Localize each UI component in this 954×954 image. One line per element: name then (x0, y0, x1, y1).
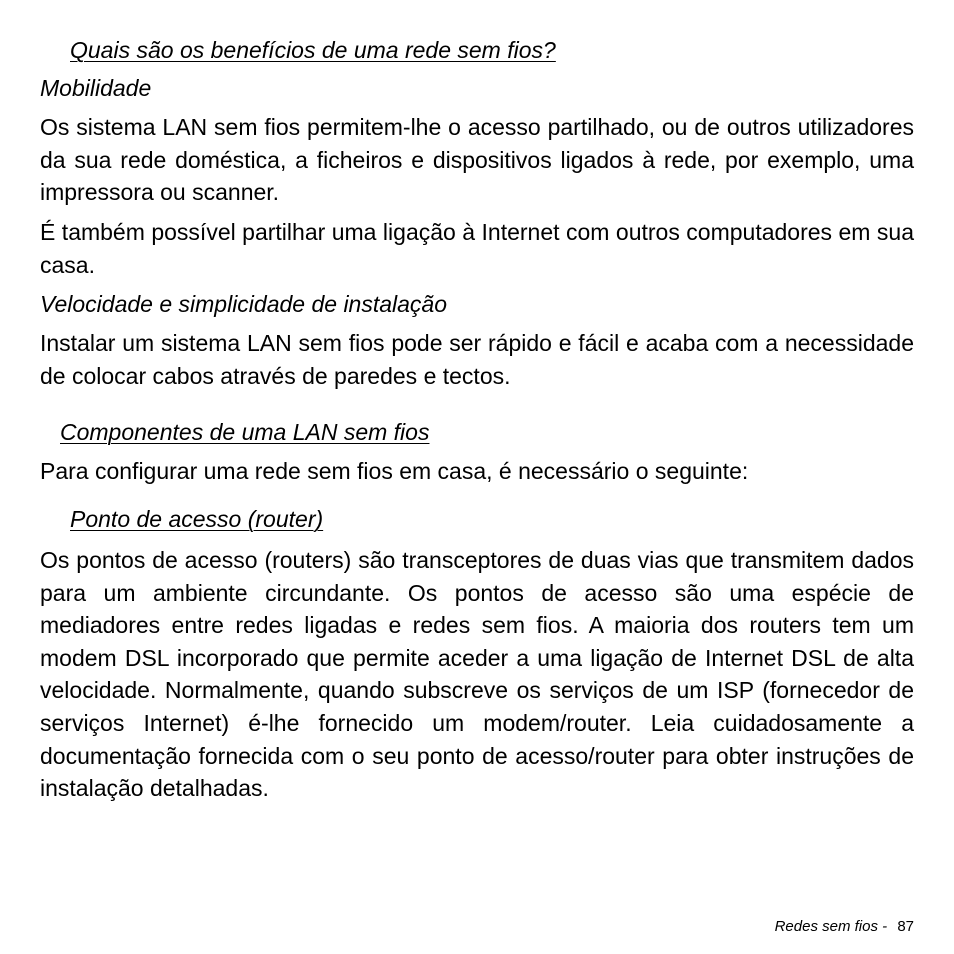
paragraph-access-point-1: Os pontos de acesso (routers) são transceptores de duas vias que transmitem dados para um ambiente circundante. Os pontos de acesso são uma espécie de mediadores entre redes ligadas e redes sem fios. A maioria dos routers tem um modem DSL incorporado que permite aceder a uma ligação de Internet DSL de alta velocidade. Normalmente, quando subscreve os serviços de um ISP (fornecedor de serviços Internet) é-lhe fornecido um modem/router. Leia cuidadosamente a documentação fornecida com o seu ponto de acesso/router para obter instruções de instalação detalhadas. (40, 547, 914, 802)
paragraph-speed-1: Instalar um sistema LAN sem fios pode ser rápido e fácil e acaba com a necessidade de colocar cabos através de paredes e tectos. (40, 330, 914, 389)
subheading-mobility: Mobilidade (40, 75, 152, 101)
heading-components: Componentes de uma LAN sem fios (60, 419, 430, 445)
paragraph-mobility-1: Os sistema LAN sem fios permitem-lhe o acesso partilhado, ou de outros utilizadores da sua rede doméstica, a ficheiros e dispositivos ligados à rede, por exemplo, uma impressora ou scanner. (40, 114, 914, 206)
subheading-speed: Velocidade e simplicidade de instalação (40, 291, 448, 317)
paragraph-mobility-2: É também possível partilhar uma ligação à Internet com outros computadores em sua casa. (40, 219, 914, 278)
heading-access-point: Ponto de acesso (router) (70, 506, 324, 532)
page-footer (775, 917, 914, 937)
heading-benefits: Quais são os benefícios de uma rede sem fios? (70, 37, 556, 63)
paragraph-components-1: Para configurar uma rede sem fios em casa, é necessário o seguinte: (40, 458, 749, 484)
footer-section-title: Redes sem fios - (774, 918, 888, 935)
footer-page-number: 87 (897, 918, 914, 935)
